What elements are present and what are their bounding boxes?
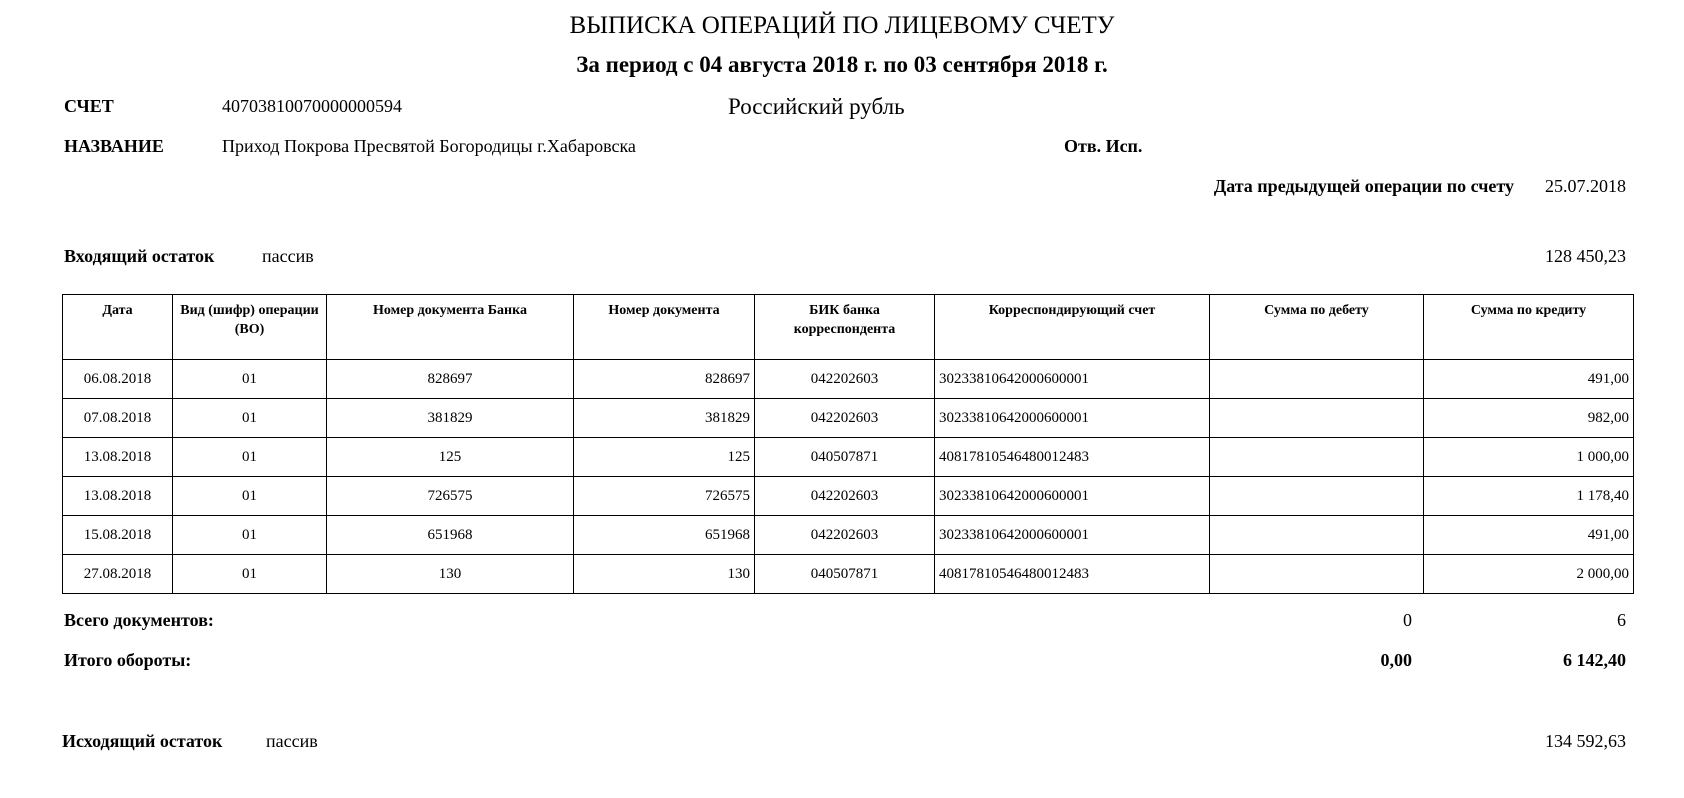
- responsible-label: Отв. Исп.: [1064, 136, 1143, 156]
- cell-date: 15.08.2018: [63, 516, 173, 555]
- operations-table: [62, 294, 1634, 594]
- cell-debit: [1210, 477, 1424, 516]
- cell-vo: 01: [173, 555, 327, 594]
- prev-op-label: Дата предыдущей операции по счету: [1213, 176, 1514, 196]
- cell-bik: 040507871: [755, 555, 935, 594]
- cell-date: 06.08.2018: [63, 360, 173, 399]
- cell-credit: 1 000,00: [1424, 438, 1634, 477]
- table-row: [63, 360, 1634, 399]
- cell-credit: 491,00: [1424, 360, 1634, 399]
- turnover-debit: 0,00: [1380, 650, 1412, 670]
- table-row: [63, 438, 1634, 477]
- cell-debit: [1210, 555, 1424, 594]
- cell-doc: 828697: [574, 360, 755, 399]
- cell-credit: 982,00: [1424, 399, 1634, 438]
- cell-credit: 1 178,40: [1424, 477, 1634, 516]
- closing-balance-amount: 134 592,63: [1545, 731, 1626, 751]
- cell-bik: 042202603: [755, 477, 935, 516]
- cell-vo: 01: [173, 360, 327, 399]
- cell-debit: [1210, 360, 1424, 399]
- cell-vo: 01: [173, 399, 327, 438]
- col-header-bank-doc: Номер документа Банка: [327, 295, 574, 360]
- account-label: СЧЕТ: [64, 96, 114, 116]
- cell-debit: [1210, 399, 1424, 438]
- cell-credit: 2 000,00: [1424, 555, 1634, 594]
- cell-corr-account: 40817810546480012483: [935, 555, 1210, 594]
- cell-bank-doc: 828697: [327, 360, 574, 399]
- cell-vo: 01: [173, 516, 327, 555]
- cell-bank-doc: 726575: [327, 477, 574, 516]
- cell-corr-account: 30233810642000600001: [935, 477, 1210, 516]
- cell-credit: 491,00: [1424, 516, 1634, 555]
- table-row: [63, 399, 1634, 438]
- total-docs-credit: 6: [1617, 610, 1626, 630]
- name-label: НАЗВАНИЕ: [64, 136, 164, 156]
- cell-date: 07.08.2018: [63, 399, 173, 438]
- table-row: [63, 516, 1634, 555]
- cell-doc: 130: [574, 555, 755, 594]
- cell-bank-doc: 130: [327, 555, 574, 594]
- opening-balance-label: Входящий остаток: [64, 246, 215, 266]
- cell-bik: 042202603: [755, 399, 935, 438]
- col-header-bik: БИК банка корреспондента: [755, 295, 935, 360]
- closing-balance-type: пассив: [266, 731, 318, 751]
- cell-vo: 01: [173, 438, 327, 477]
- cell-bank-doc: 651968: [327, 516, 574, 555]
- table-row: [63, 555, 1634, 594]
- account-currency: Российский рубль: [728, 94, 905, 119]
- col-header-date: Дата: [63, 295, 173, 360]
- account-name: Приход Покрова Пресвятой Богородицы г.Хабаровска: [222, 136, 636, 156]
- cell-doc: 726575: [574, 477, 755, 516]
- col-header-corr-account: Корреспондирующий счет: [935, 295, 1210, 360]
- turnover-credit: 6 142,40: [1563, 650, 1626, 670]
- cell-debit: [1210, 438, 1424, 477]
- opening-balance-amount: 128 450,23: [1545, 246, 1626, 266]
- prev-op-date: 25.07.2018: [1545, 176, 1626, 196]
- cell-corr-account: 30233810642000600001: [935, 399, 1210, 438]
- total-docs-label: Всего документов:: [64, 610, 214, 630]
- turnover-label: Итого обороты:: [64, 650, 192, 670]
- col-header-credit: Сумма по кредиту: [1424, 295, 1634, 360]
- table-header-row: [63, 295, 1634, 360]
- cell-date: 13.08.2018: [63, 477, 173, 516]
- table-row: [63, 477, 1634, 516]
- closing-balance-label: Исходящий остаток: [62, 731, 223, 751]
- cell-date: 13.08.2018: [63, 438, 173, 477]
- cell-debit: [1210, 516, 1424, 555]
- cell-doc: 125: [574, 438, 755, 477]
- col-header-doc: Номер документа: [574, 295, 755, 360]
- cell-corr-account: 40817810546480012483: [935, 438, 1210, 477]
- account-number: 40703810070000000594: [222, 96, 402, 116]
- cell-doc: 651968: [574, 516, 755, 555]
- col-header-vo: Вид (шифр) операции (ВО): [173, 295, 327, 360]
- cell-corr-account: 30233810642000600001: [935, 360, 1210, 399]
- opening-balance-type: пассив: [262, 246, 314, 266]
- cell-bik: 042202603: [755, 516, 935, 555]
- cell-bik: 042202603: [755, 360, 935, 399]
- period-subtitle: За период с 04 августа 2018 г. по 03 сентября 2018 г.: [576, 52, 1108, 77]
- cell-corr-account: 30233810642000600001: [935, 516, 1210, 555]
- cell-doc: 381829: [574, 399, 755, 438]
- page-title: ВЫПИСКА ОПЕРАЦИЙ ПО ЛИЦЕВОМУ СЧЕТУ: [569, 12, 1115, 39]
- col-header-debit: Сумма по дебету: [1210, 295, 1424, 360]
- cell-bik: 040507871: [755, 438, 935, 477]
- total-docs-debit: 0: [1403, 610, 1412, 630]
- cell-vo: 01: [173, 477, 327, 516]
- cell-bank-doc: 125: [327, 438, 574, 477]
- cell-bank-doc: 381829: [327, 399, 574, 438]
- cell-date: 27.08.2018: [63, 555, 173, 594]
